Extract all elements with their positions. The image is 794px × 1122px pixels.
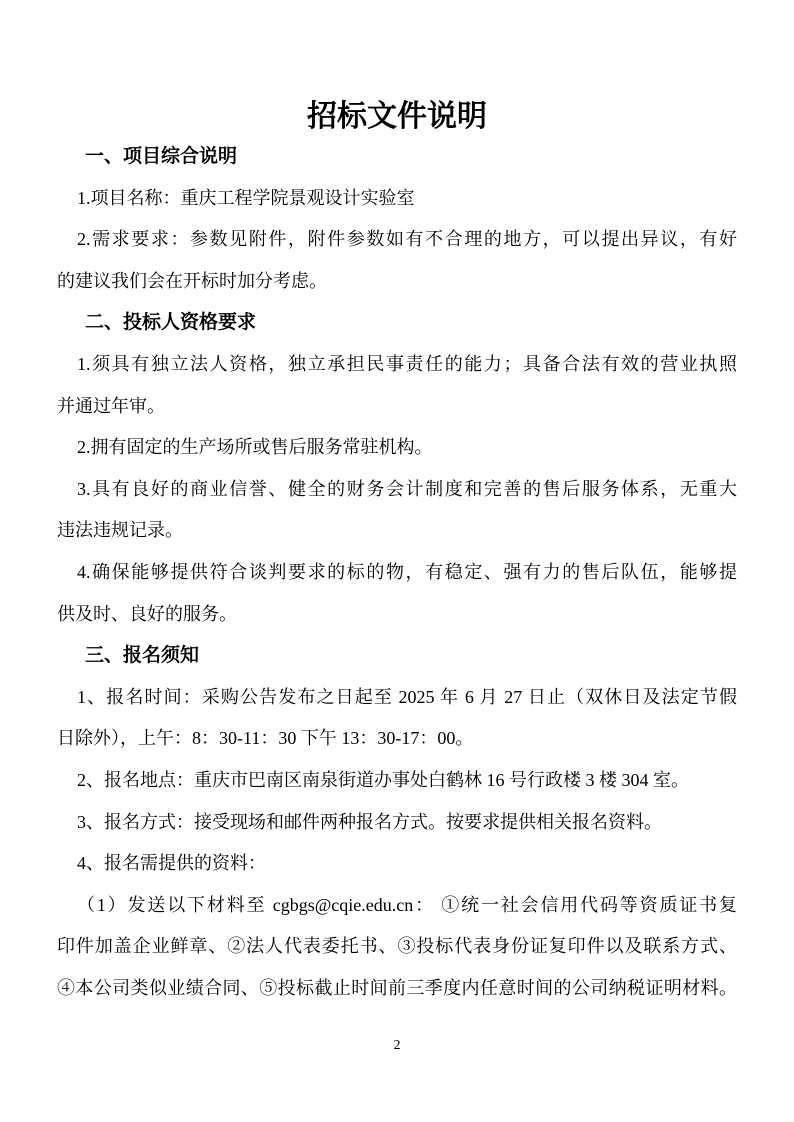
paragraph-line: 4.确保能够提供符合谈判要求的标的物，有稳定、强有力的售后队伍，能够提	[77, 561, 737, 582]
section-heading: 三、报名须知	[85, 645, 200, 667]
section-heading: 二、投标人资格要求	[85, 312, 257, 334]
paragraph-line: 2.拥有固定的生产场所或售后服务常驻机构。	[77, 437, 433, 458]
paragraph-line: 违法违规记录。	[57, 520, 183, 541]
page-number: 2	[393, 1038, 401, 1053]
paragraph-line: （1）发送以下材料至 cgbgs@cqie.edu.cn： ①统一社会信用代码等资质证书复	[77, 894, 737, 915]
document-title: 招标文件说明	[307, 100, 487, 133]
paragraph-line: 的建议我们会在开标时加分考虑。	[57, 270, 327, 291]
paragraph-line: 2、报名地点：重庆市巴南区南泉街道办事处白鹤林 16 号行政楼 3 楼 304 室。	[77, 769, 689, 790]
paragraph-line: 2.需求要求：参数见附件，附件参数如有不合理的地方，可以提出异议，有好	[77, 229, 737, 250]
document-body	[57, 136, 737, 1009]
paragraph-line: 3.具有良好的商业信誉、健全的财务会计制度和完善的售后服务体系，无重大	[77, 478, 737, 499]
paragraph-line: ④本公司类似业绩合同、⑤投标截止时间前三季度内任意时间的公司纳税证明材料。	[57, 977, 737, 998]
paragraph-line: 4、报名需提供的资料：	[77, 853, 266, 874]
paragraph-line: 印件加盖企业鲜章、②法人代表委托书、③投标代表身份证复印件以及联系方式、	[57, 936, 737, 957]
paragraph-line: 3、报名方式：接受现场和邮件两种报名方式。按要求提供相关报名资料。	[77, 811, 662, 832]
paragraph-line: 1.项目名称：重庆工程学院景观设计实验室	[77, 187, 415, 208]
paragraph-line: 供及时、良好的服务。	[57, 603, 237, 624]
section-heading: 一、项目综合说明	[85, 146, 238, 167]
paragraph-line: 1.须具有独立法人资格，独立承担民事责任的能力；具备合法有效的营业执照	[77, 353, 737, 374]
paragraph-line: 并通过年审。	[57, 395, 165, 416]
paragraph-line: 1、报名时间：采购公告发布之日起至 2025 年 6 月 27 日止（双休日及法定节假	[77, 686, 737, 707]
paragraph-line: 日除外），上午：8：30-11：30 下午 13：30-17：00。	[57, 728, 474, 749]
